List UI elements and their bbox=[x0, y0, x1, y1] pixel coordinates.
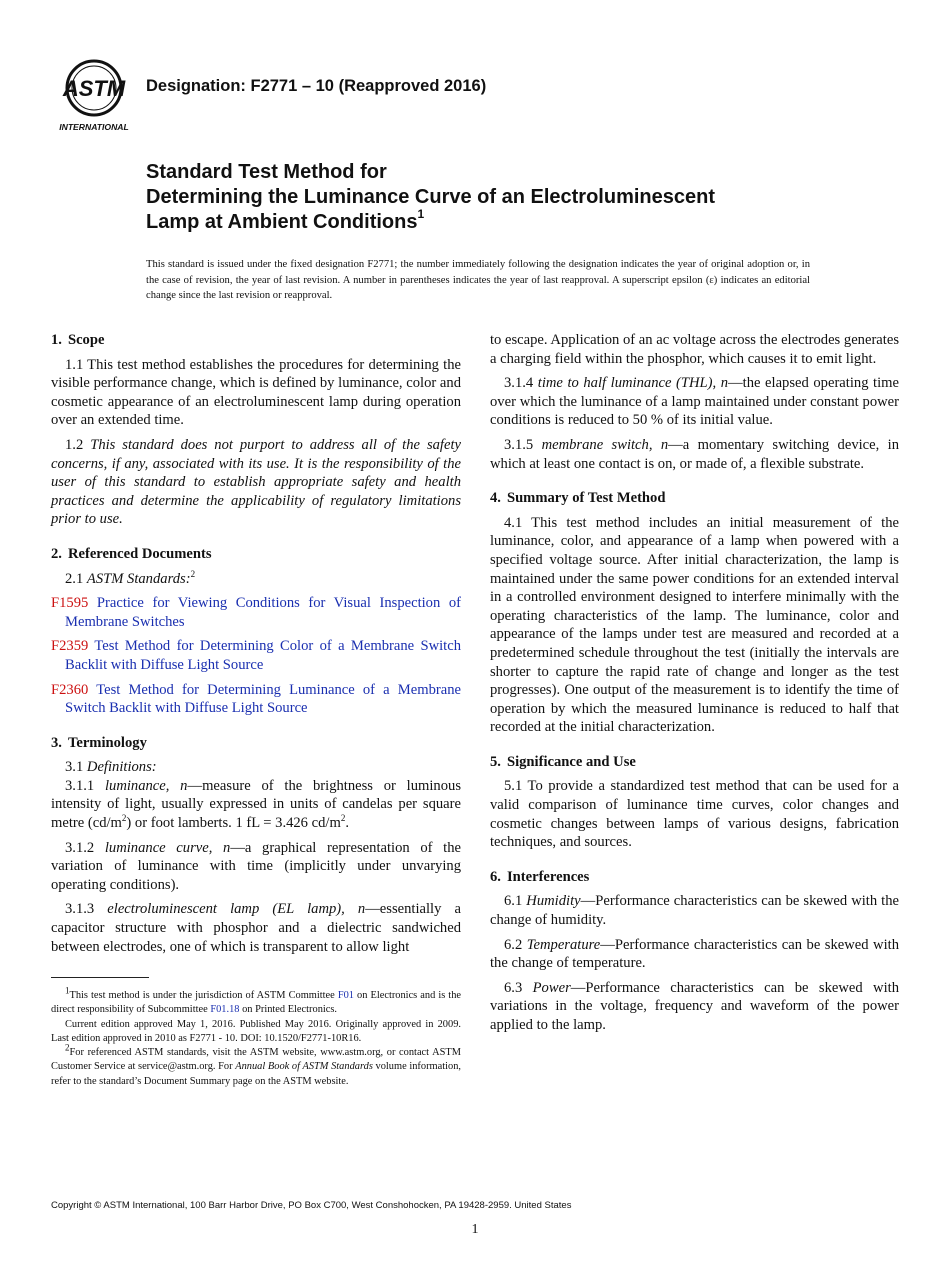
paragraph-3-1: 3.1 Definitions: bbox=[65, 759, 157, 776]
paragraph-1-1: 1.1 This test method establishes the procedures for determining the visible performance change, which is defined by luminance, color and cosmetic appearance of an electroluminescent lamp during operation over an extended time. bbox=[51, 356, 461, 429]
section-heading-scope: 1. Scope bbox=[51, 332, 105, 348]
paragraph-1-2: 1.2 This standard does not purport to address all of the safety concerns, if any, associated with its use. It is the responsibility of the user of this standard to establish appropriate safety and health practices and determine the applicability of regulatory limitations prior to use. bbox=[51, 436, 461, 528]
reference-f2359[interactable]: F2359 Test Method for Determining Color of a Membrane Switch Backlit with Diffuse Light Source bbox=[51, 638, 461, 673]
copyright-notice: Copyright © ASTM International, 100 Barr Harbor Drive, PO Box C700, West Conshohocken, PA 19428-2959. United States bbox=[51, 1200, 572, 1211]
right-column bbox=[490, 331, 899, 1041]
section-heading-significance: 5. Significance and Use bbox=[490, 753, 636, 770]
page-number: 1 bbox=[471, 1222, 479, 1237]
section-heading-interferences: 6. Interferences bbox=[490, 868, 590, 885]
section-heading-referenced-documents: 2. Referenced Documents bbox=[51, 545, 212, 562]
interference-power: 6.3 Power—Performance characteristics can be skewed with variations in the voltage, frequency and waveform of the power applied to the lamp. bbox=[490, 979, 899, 1033]
interference-temperature: 6.2 Temperature—Performance characteristics can be skewed with the change of temperature. bbox=[490, 936, 899, 972]
section-heading-summary: 4. Summary of Test Method bbox=[490, 490, 666, 507]
footnote-2: $^2$For referenced ASTM standards, visit the ASTM website, www.astm.org, or contact ASTM Customer Service at service@astm.org. For Annual Book of ASTM Standards volume information, refer to the standard’s Document Summary page on the ASTM website. bbox=[51, 1042, 461, 1087]
paragraph-4-1: 4.1 This test method includes an initial measurement of the luminance, color, and appearance of a lamp when powered with a specified voltage source. After initial characterization, the lamp is maintained under the same power conditions for an extended interval in a controlled environment designed to interfere minimally with the operating characteristics of the lamp. The luminance, color and appearance of the lamps under test are measured and recorded at a predetermined schedule throughout the test (initially the intervals are shorter to capture the rapid rate of change and longer as the test progresses). One output of the measurement is to identify the time of operation by which the measured luminance is reduced to half that recorded at the initial characterization. bbox=[490, 514, 899, 736]
logo-subtext: INTERNATIONAL bbox=[59, 122, 129, 132]
section-heading-terminology: 3. Terminology bbox=[51, 734, 147, 751]
definition-el-lamp-continued: to escape. Application of an ac voltage across the electrodes generates a charging field within the phosphor, which causes it to emit light. bbox=[490, 332, 899, 367]
definition-thl: 3.1.4 time to half luminance (THL), n—the elapsed operating time over which the luminance of a lamp maintained under constant power conditions is reduced to 50 % of its initial value. bbox=[490, 375, 899, 429]
paragraph-2-1: 2.1 ASTM Standards:$^2$ bbox=[65, 568, 196, 587]
document-title bbox=[146, 160, 866, 235]
definition-membrane-switch: 3.1.5 membrane switch, n—a momentary switching device, in which at least one contact is on, or made of, a flexible substrate. bbox=[490, 436, 899, 472]
title-line-1: Standard Test Method for bbox=[146, 161, 387, 183]
issuance-notice: This standard is issued under the fixed designation F2771; the number immediately following the designation indicates the year of original adoption or, in the case of revision, the year of last revision. A number in parentheses indicates the year of last reapproval. A superscript epsilon (ε) indicates an editorial change since the last revision or reapproval. bbox=[146, 259, 810, 301]
reference-f2360[interactable]: F2360 Test Method for Determining Luminance of a Membrane Switch Backlit with Diffuse Light Source bbox=[51, 681, 462, 717]
astm-logo bbox=[52, 58, 136, 134]
paragraph-5-1: 5.1 To provide a standardized test method that can be used for a valid comparison of luminance time curves, color changes and cosmetic changes between lamps of various designs, fabrication techniques, and sources. bbox=[490, 778, 899, 851]
left-column bbox=[51, 331, 461, 962]
interference-humidity: 6.1 Humidity—Performance characteristics can be skewed with the change of humidity. bbox=[490, 893, 900, 929]
logo-text: ASTM bbox=[62, 76, 126, 101]
committee-f01-link[interactable]: F01 bbox=[337, 990, 354, 1001]
definition-luminance: 3.1.1 luminance, n—measure of the brightness or luminous intensity of light, usually expressed in units of candelas per square metre $(cd/m^2)$ or foot lamberts. 1 fL = 3.426 $cd/m^2$. bbox=[51, 777, 462, 832]
footnote-1: $^1$This test method is under the jurisdiction of ASTM Committee F01 on Electronics and is the direct responsibility of Subcommittee F01.18 on Printed Electronics. bbox=[51, 985, 461, 1016]
subcommittee-f01-18-link[interactable]: F01.18 bbox=[210, 1004, 240, 1016]
definition-luminance-curve: 3.1.2 luminance curve, n—a graphical representation of the variation of luminance with time (implicitly under unvarying operating conditions). bbox=[51, 839, 461, 893]
definition-el-lamp: 3.1.3 electroluminescent lamp (EL lamp), n—essentially a capacitor structure with phosphor and a dielectric sandwiched between electrodes, one of which is transparent to allow light bbox=[51, 901, 461, 955]
title-line-2: Determining the Luminance Curve of an Electroluminescent bbox=[146, 186, 716, 208]
footnote-divider bbox=[51, 977, 149, 978]
designation: Designation: F2771 – 10 (Reapproved 2016) bbox=[146, 77, 487, 95]
title-footnote-ref[interactable]: 1 bbox=[417, 207, 425, 222]
footnotes bbox=[51, 985, 461, 1089]
reference-f1595[interactable]: F1595 Practice for Viewing Conditions for Visual Inspection of Membrane Switches bbox=[51, 595, 461, 630]
footnote-1-edition: Current edition approved May 1, 2016. Published May 2016. Originally approved in 2009. Last edition approved in 2010 as F2771 - 10. DOI: 10.1520/F2771-10R16. bbox=[51, 1018, 461, 1044]
title-line-3: Lamp at Ambient Conditions$^1$ bbox=[146, 207, 425, 233]
